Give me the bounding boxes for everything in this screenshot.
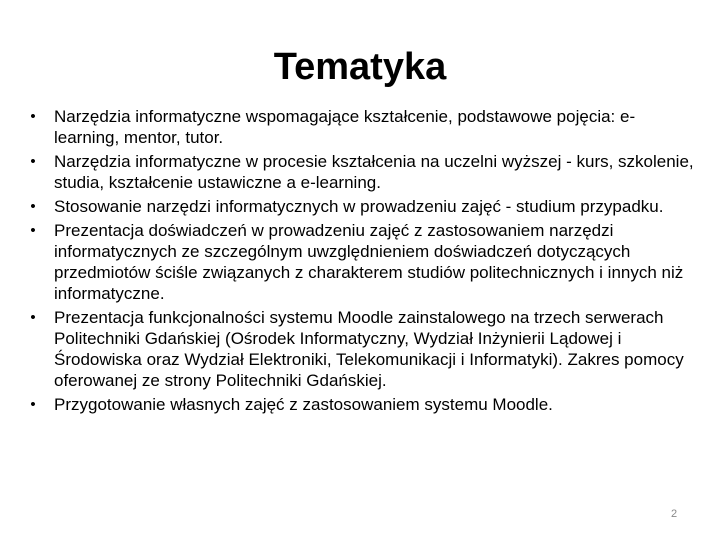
bullet-text: Stosowanie narzędzi informatycznych w prowadzeniu zajęć - studium przypadku. (54, 197, 664, 216)
bullet-list (26, 106, 698, 418)
bullet-item (26, 307, 698, 391)
bullet-text: Prezentacja doświadczeń w prowadzeniu zajęć z zastosowaniem narzędzi informatycznych ze szczególnym uwzględnieniem doświadczeń dotyczących przedmiotów ściśle związanych z charakterem studiów politechnicznych i innych niż informatyczne. (54, 221, 684, 303)
bullet-icon: • (30, 153, 36, 170)
bullet-icon: • (30, 396, 36, 413)
page-number: 2 (670, 508, 678, 520)
bullet-text: Narzędzia informatyczne wspomagające kształcenie, podstawowe pojęcia: e-learning, mentor, tutor. (54, 107, 636, 147)
bullet-icon: • (30, 222, 36, 239)
bullet-item (26, 220, 698, 304)
bullet-item (26, 151, 698, 193)
bullet-item (26, 394, 698, 415)
bullet-text: Przygotowanie własnych zajęć z zastosowaniem systemu Moodle. (54, 395, 553, 414)
bullet-item (26, 106, 698, 148)
bullet-icon: • (30, 198, 36, 215)
bullet-item (26, 196, 698, 217)
bullet-icon: • (30, 309, 36, 326)
bullet-text: Narzędzia informatyczne w procesie kształcenia na uczelni wyższej - kurs, szkolenie, studia, kształcenie ustawiczne a e-learning. (54, 152, 694, 192)
slide-title: Tematyka (273, 46, 447, 88)
bullet-text: Prezentacja funkcjonalności systemu Moodle zainstalowego na trzech serwerach Politechniki Gdańskiej (Ośrodek Informatyczny, Wydział Inżynierii Lądowej i Środowiska oraz Wydział Elektroniki, Telekomunikacji i Informatyki). Zakres pomocy oferowanej ze strony Politechniki Gdańskiej. (54, 308, 684, 390)
bullet-icon: • (30, 108, 36, 125)
